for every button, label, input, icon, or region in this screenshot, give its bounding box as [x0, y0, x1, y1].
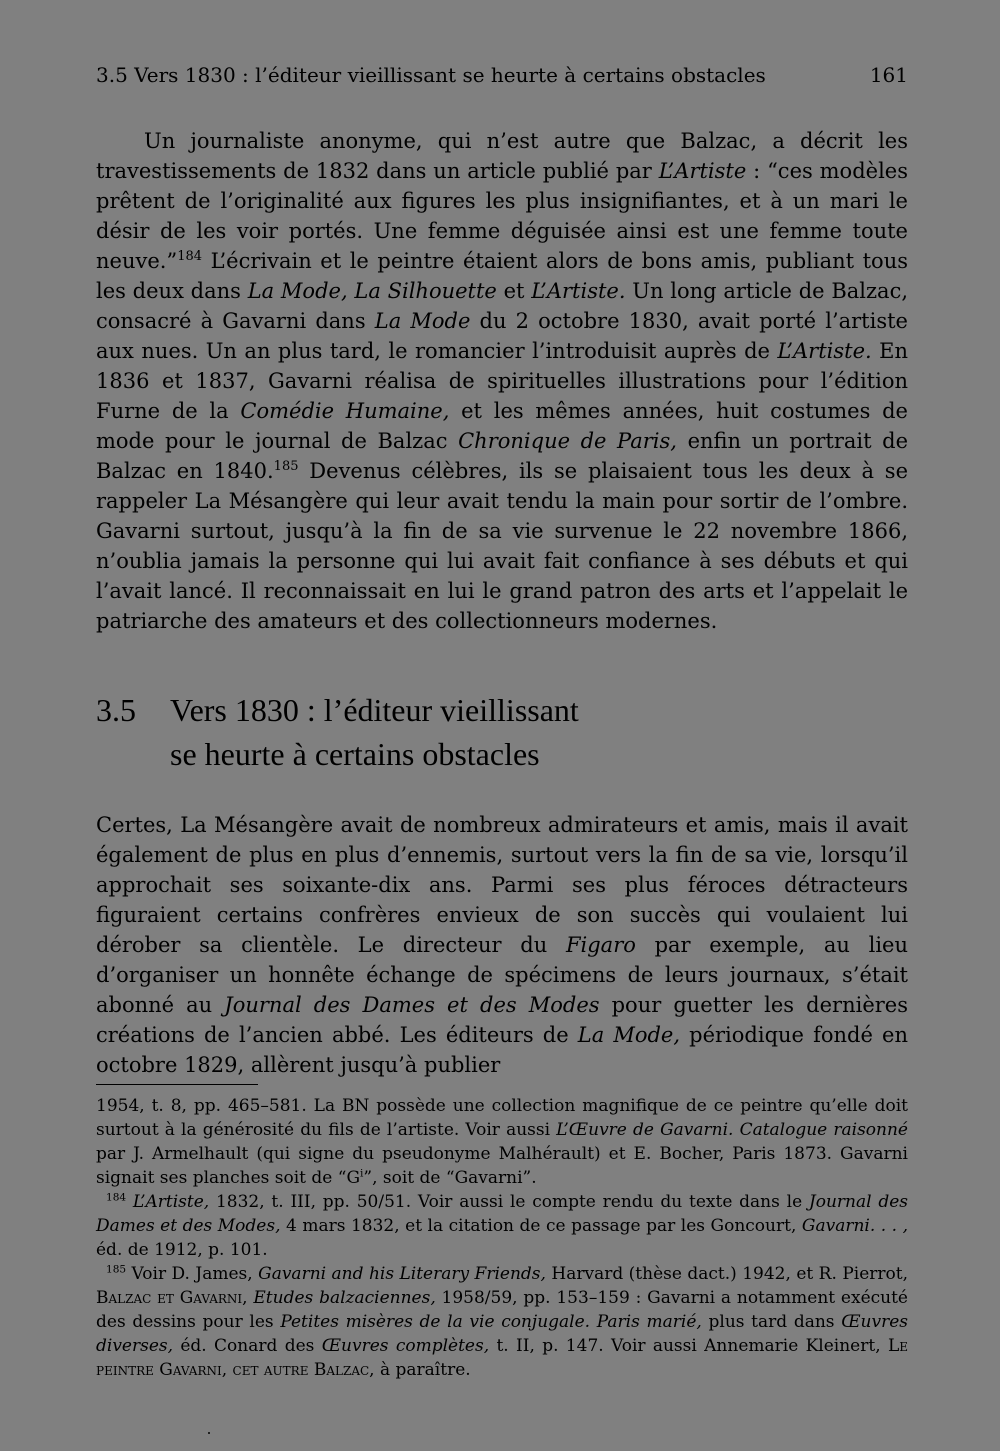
text-run: périodique fondé en octobre 1829, allèrent jusqu’à publier	[96, 1023, 908, 1077]
footnote-continuation	[96, 1094, 908, 1190]
italic-title: L’Artiste.	[531, 279, 626, 303]
text-run: plus tard dans	[701, 1312, 842, 1332]
superscript: i	[360, 1167, 364, 1180]
text-run: 1958/59, pp. 153–159 : Gavarni a notamment exécuté des dessins pour les	[96, 1288, 908, 1332]
small-caps-title: Balzac et Gavarni,	[96, 1288, 248, 1308]
italic-title: La Mode,	[577, 1023, 681, 1047]
italic-title: La Mode,	[247, 279, 348, 303]
paragraph-text	[96, 126, 908, 636]
section-title	[170, 688, 770, 776]
running-head-title: 3.5 Vers 1830 : l’éditeur vieillissant se heurte à certains obstacles	[96, 63, 766, 87]
italic-title: Figaro	[565, 933, 636, 957]
body-paragraph-2	[96, 810, 908, 1080]
text-run: ”, soit de “Gavarni”.	[363, 1168, 537, 1188]
italic-title: La Silhouette	[354, 279, 497, 303]
text-run: et	[496, 279, 532, 303]
text-run: Un journaliste anonyme, qui n’est autre que Balzac, a décrit les travestissements de 1832 dans un article publié par	[96, 129, 908, 183]
text-run: t. II, p. 147. Voir aussi Annemarie Kleinert,	[489, 1336, 888, 1356]
italic-title: Gavarni and his Literary Friends,	[258, 1264, 546, 1284]
text-run: par J. Armelhault (qui signe du pseudonyme Malhérault) et E. Bocher, Paris 1873. Gavarni signait ses planches soit de “G	[96, 1144, 908, 1188]
italic-title: Gavarni. . . ,	[801, 1216, 908, 1236]
text-run: L’écrivain et le peintre étaient alors de bons amis, publiant tous les deux dans	[96, 249, 908, 303]
italic-title: Journal des Dames et des Modes,	[96, 1192, 908, 1236]
text-run: 4 mars 1832, et la citation de ce passage par les Goncourt,	[280, 1216, 802, 1236]
text-run: et les mêmes années, huit costumes de mode pour le journal de Balzac	[96, 399, 908, 453]
footnote-184	[96, 1190, 908, 1262]
italic-title: Œuvres diverses,	[96, 1312, 908, 1356]
small-caps-title: Le peintre Gavarni, cet autre Balzac,	[96, 1336, 908, 1380]
italic-title: Etudes balzaciennes,	[253, 1288, 436, 1308]
text-run: Voir D. James,	[126, 1264, 259, 1284]
text-run: éd. de 1912, p. 101.	[96, 1240, 268, 1260]
text-run: Certes, La Mésangère avait de nombreux admirateurs et amis, mais il avait également de plus en plus d’ennemis, surtout vers la fin de sa vie, lorsqu’il approchait ses soixante-dix ans. Parmi ses plus féroces détracteurs figuraient certains confrères envieux de son succès qui voulaient lui dérober sa clientèle. Le directeur du	[96, 813, 908, 957]
text-run: 1832, t. III, pp. 50/51. Voir aussi le compte rendu du texte dans le	[209, 1192, 809, 1212]
text-run: Harvard (thèse dact.) 1942, et R. Pierrot,	[545, 1264, 908, 1284]
text-run: éd. Conard des	[173, 1336, 322, 1356]
section-title-line-2: se heurte à certains obstacles	[170, 736, 540, 772]
scan-speck	[208, 1432, 210, 1434]
footnote-number: 184	[106, 1191, 127, 1204]
text-run: Devenus célèbres, ils se plaisaient tous les deux à se rappeler La Mésangère qui leur avait tendu la main pour sortir de l’ombre. Gavarni surtout, jusqu’à la fin de sa vie survenue le 22 novembre 1866, n’oublia jamais la personne qui lui avait fait confiance à ses débuts et qui l’avait lancé. Il reconnaissait en lui le grand patron des arts et l’appelait le patriarche des amateurs et des collectionneurs modernes.	[96, 459, 908, 633]
section-title-line-1: Vers 1830 : l’éditeur vieillissant	[170, 692, 579, 728]
italic-title: L’Œuvre de Gavarni. Catalogue raisonné	[556, 1120, 908, 1140]
footnotes	[96, 1094, 908, 1382]
text-run: enfin un portrait de Balzac en 1840.	[96, 429, 909, 483]
italic-title: L’Artiste,	[132, 1192, 210, 1212]
footnote-number: 185	[106, 1263, 127, 1276]
text-run: En 1836 et 1837, Gavarni réalisa de spirituelles illustrations pour l’édition Furne de la	[96, 339, 909, 423]
page-number: 161	[869, 63, 908, 87]
body-paragraph-1	[96, 126, 908, 636]
italic-title: Journal des Dames et des Modes	[224, 993, 600, 1017]
text-run: : “ces modèles prêtent de l’originalité aux figures les plus insignifiantes, et à un mari le désir de les voir portés. Une femme déguisée ainsi est une femme toute neuve.”	[96, 159, 908, 273]
text-run: par exemple, au lieu d’organiser un honnête échange de spécimens de leurs journaux, s’était abonné au	[96, 933, 908, 1017]
italic-title: Chronique de Paris,	[458, 429, 677, 453]
footnote-rule	[96, 1084, 258, 1085]
text-run: Un long article de Balzac, consacré à Gavarni dans	[96, 279, 909, 333]
paragraph-text	[96, 810, 908, 1080]
text-run: du 2 octobre 1830, avait porté l’artiste aux nues. Un an plus tard, le romancier l’introduisit auprès de	[96, 309, 908, 363]
italic-title: L’Artiste.	[777, 339, 872, 363]
text-run: 1954, t. 8, pp. 465–581. La BN possède une collection magnifique de ce peintre qu’elle doit surtout à la générosité du fils de l’artiste. Voir aussi	[96, 1096, 908, 1140]
italic-title: Œuvres complètes,	[321, 1336, 490, 1356]
italic-title: La Mode	[374, 309, 471, 333]
italic-title: Petites misères de la vie conjugale. Paris marié,	[280, 1312, 702, 1332]
footnote-185	[96, 1262, 908, 1382]
text-run: pour guetter les dernières créations de l’ancien abbé. Les éditeurs de	[96, 993, 908, 1047]
text-run: à paraître.	[374, 1360, 471, 1380]
footnote-ref: 184	[177, 249, 203, 265]
italic-title: L’Artiste	[658, 159, 747, 183]
footnote-ref: 185	[273, 459, 299, 475]
italic-title: Comédie Humaine,	[240, 399, 450, 423]
section-number: 3.5	[96, 692, 136, 728]
